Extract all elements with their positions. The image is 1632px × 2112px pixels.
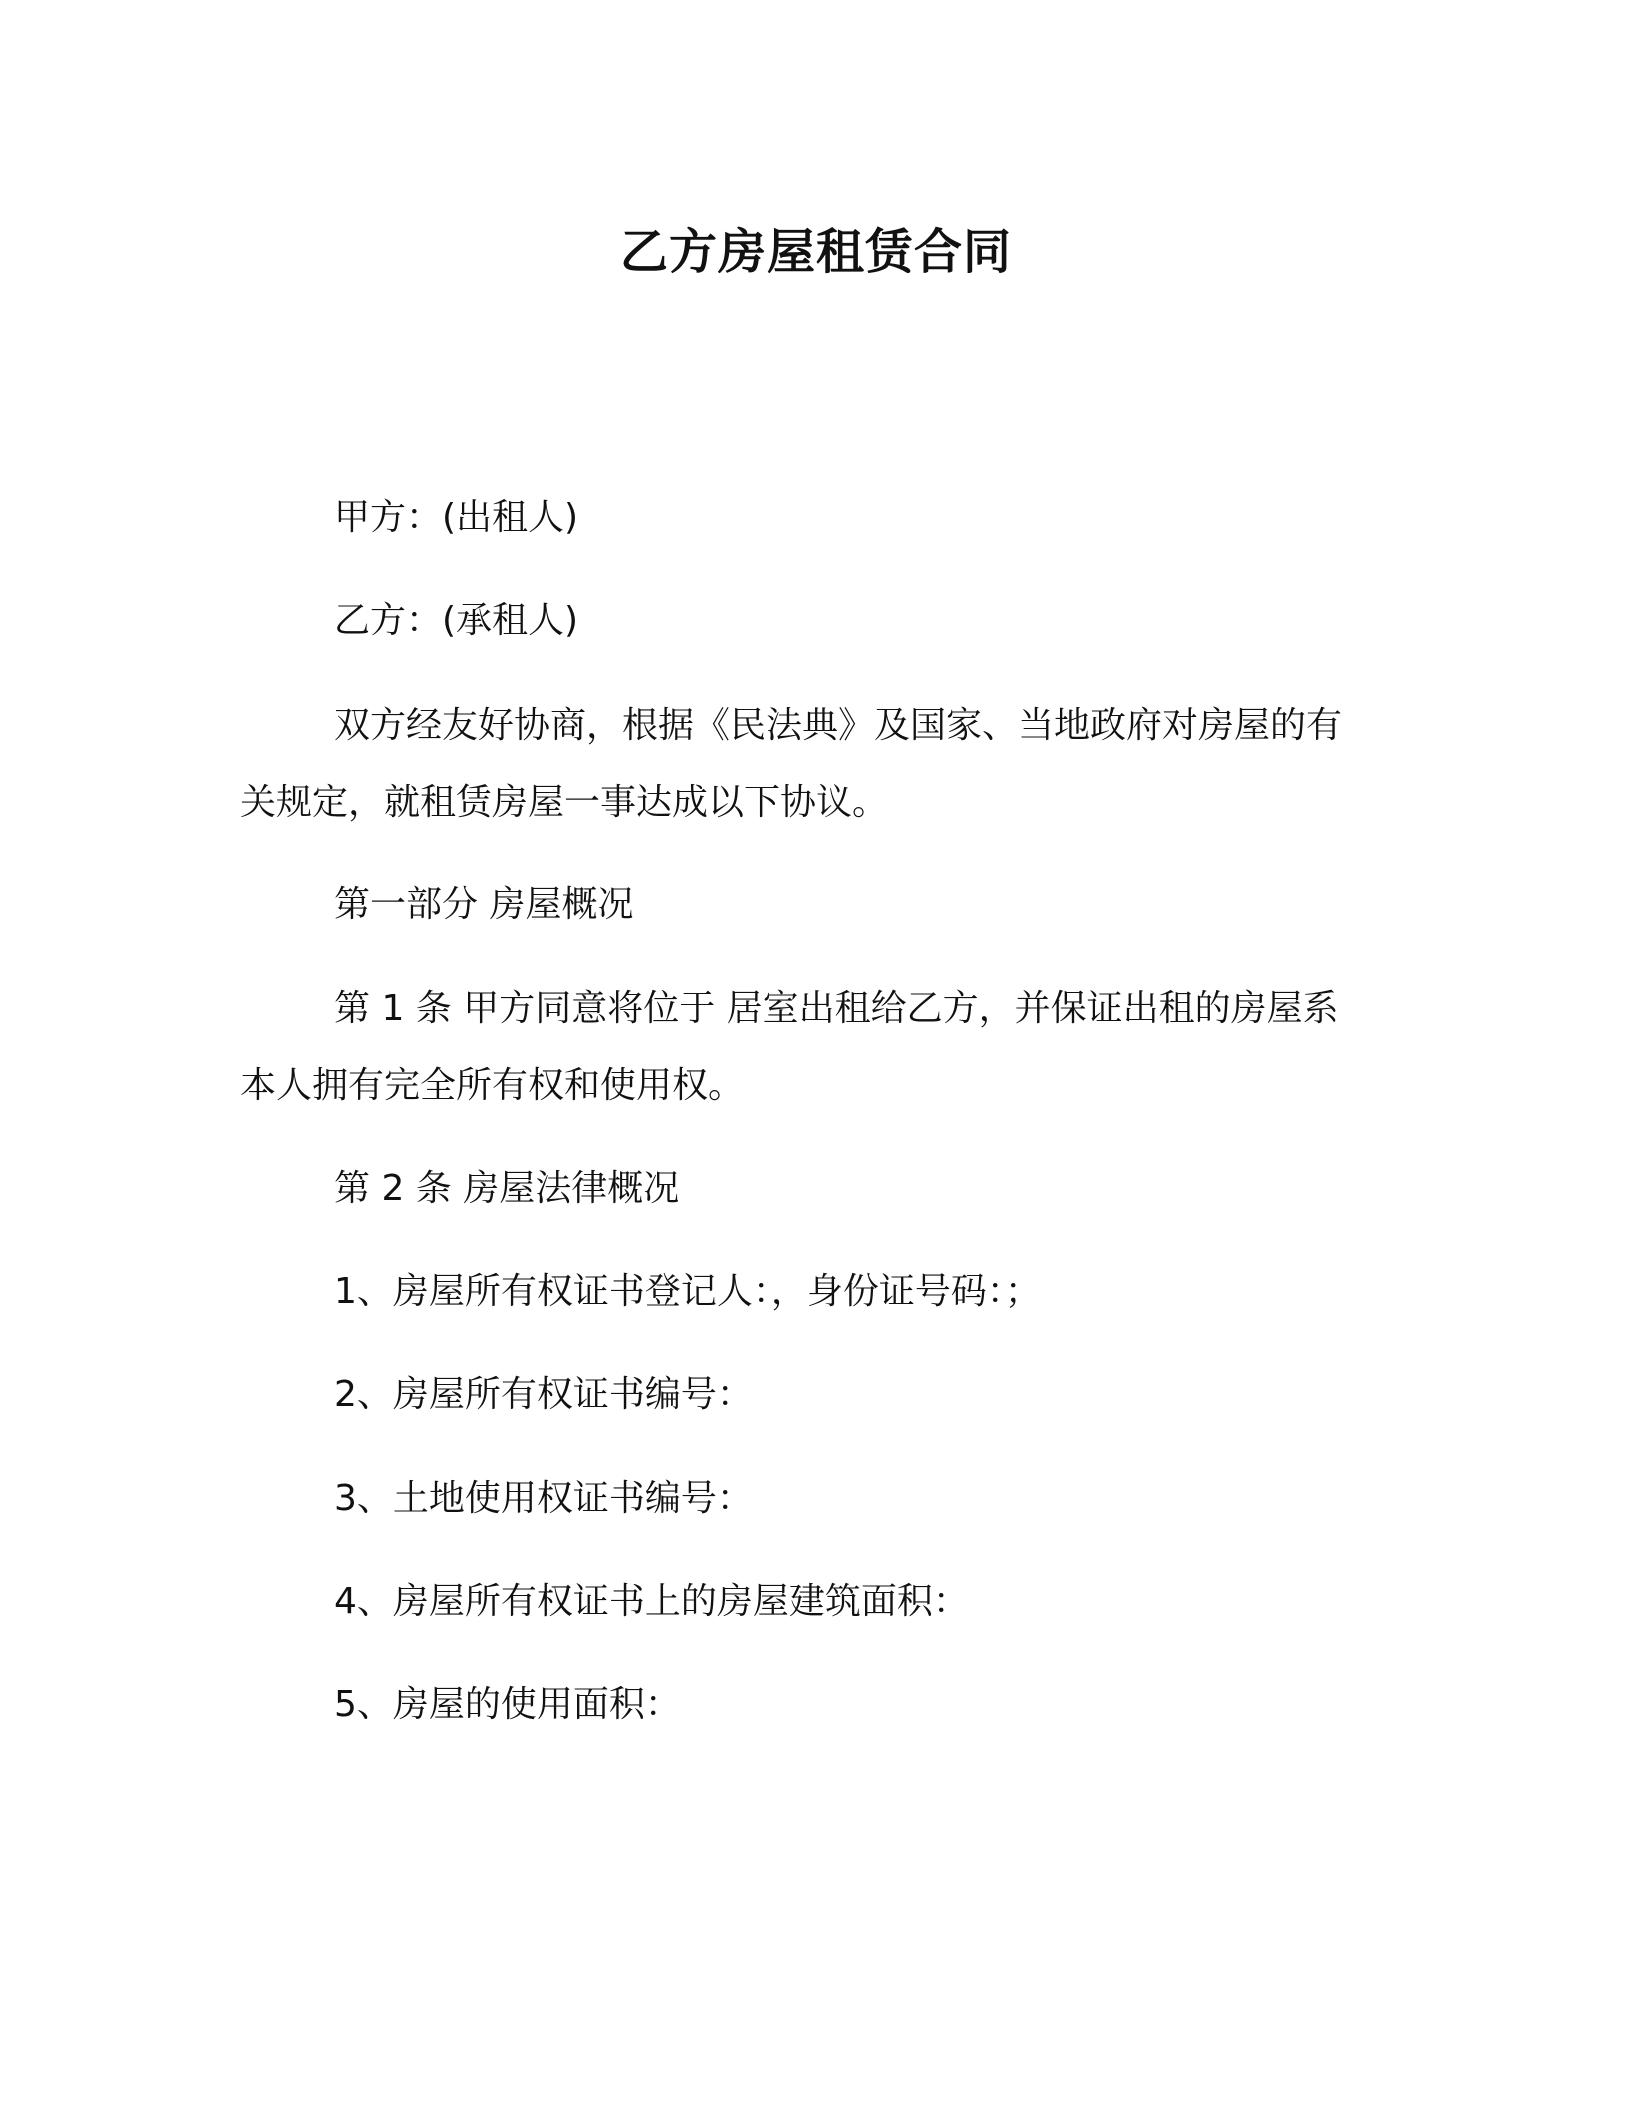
item-1: 1、房屋所有权证书登记人：，身份证号码：；: [334, 1271, 1041, 1312]
article-1-line-2: 本人拥有完全所有权和使用权。: [240, 1065, 745, 1106]
article-1-line-1: 第 1 条 甲方同意将位于 居室出租给乙方，并保证出租的房屋系: [334, 988, 1339, 1029]
item-2: 2、房屋所有权证书编号：: [334, 1374, 753, 1415]
intro-line-1: 双方经友好协商，根据《民法典》及国家、当地政府对房屋的有: [334, 705, 1343, 746]
party-a-line: 甲方：(出租人): [334, 497, 579, 538]
party-b-line: 乙方：(承租人): [334, 600, 579, 641]
document-title: 乙方房屋租赁合同: [619, 224, 1012, 280]
part-one-heading: 第一部分 房屋概况: [334, 884, 634, 925]
item-3: 3、土地使用权证书编号：: [334, 1478, 753, 1519]
item-5: 5、房屋的使用面积：: [334, 1684, 681, 1725]
article-2-heading: 第 2 条 房屋法律概况: [334, 1168, 680, 1209]
intro-line-2: 关规定，就租赁房屋一事达成以下协议。: [240, 782, 889, 823]
item-4: 4、房屋所有权证书上的房屋建筑面积：: [334, 1581, 969, 1622]
